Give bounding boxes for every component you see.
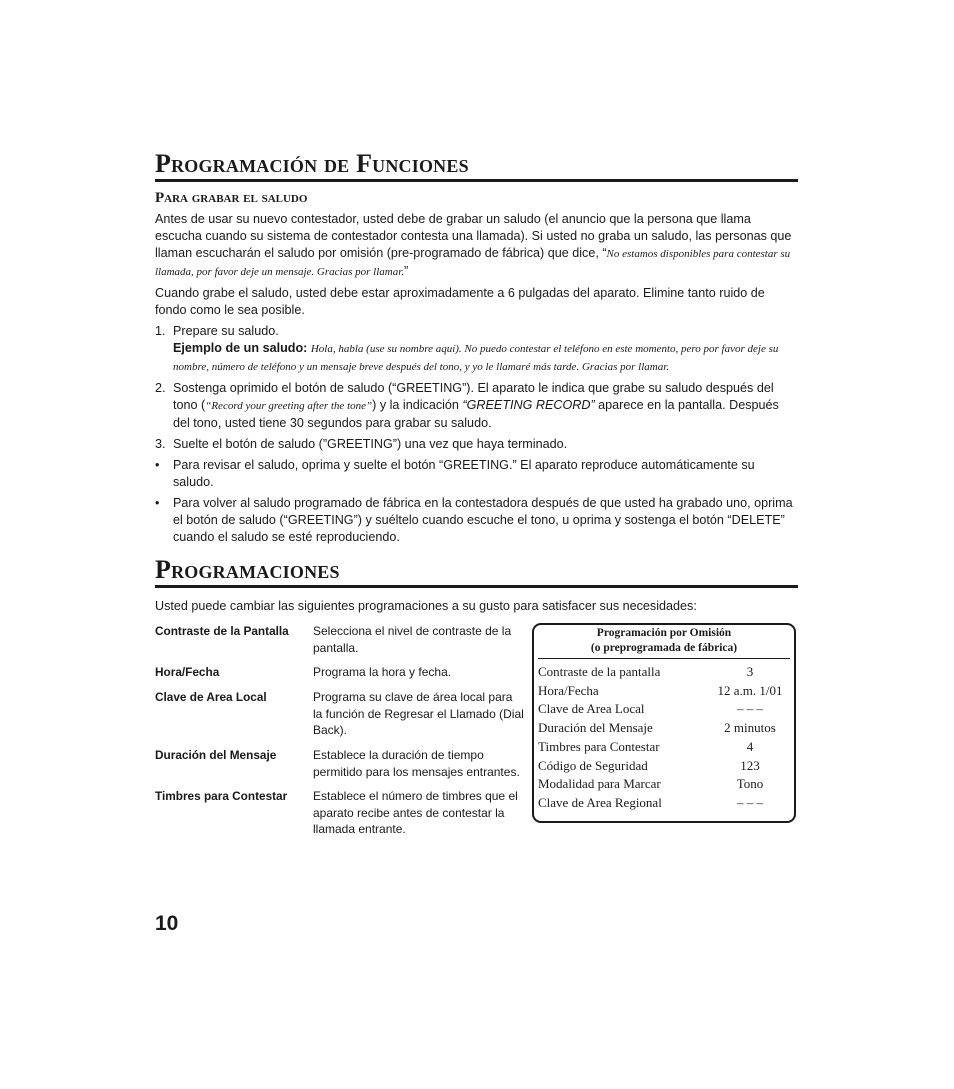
settings-area: Contraste de la Pantalla Selecciona el nivel de contraste de la pantalla. Hora/Fecha Programa la hora y fecha. Clave de Area Local Programa su clave de área local para la función de Regresar el Llamado (Dial Back). Duración del Mensaje Establece la duración de tiempo permitido para los mensajes entrantes. Timbres para Contestar Establece el número de timbres que el aparato recibe antes de contestar la llamada entrante. Programación por Omisión (o preprogramada de fábrica) Contraste de la pantalla 3 Hora/Fecha 12 a.m. 1/01 Clave de Area Local – – – Duración del Mensaje 2 minutos Timbres para Contestar 4 Código de Seguridad 123 Modalidad para Marcar Tono Clave de Area Regional – – – [155,623,798,843]
example-label: Ejemplo de un saludo: [173,341,308,355]
default-settings-box: Programación por Omisión (o preprogramada de fábrica) Contraste de la pantalla 3 Hora/Fecha 12 a.m. 1/01 Clave de Area Local – – – Duración del Mensaje 2 minutos Timbres para Contestar 4 Código de Seguridad 123 Modalidad para Marcar Tono Clave de Area Regional – – – [532,623,796,823]
step-2: 2. Sostenga oprimido el botón de saludo (“GREETING”). El aparato le indica que grabe su saludo después del tono (“Record your greeting after the tone”) y la indicación “GREETING RECORD” aparece en la pantalla. Después del tono, usted tiene 30 segundos para grabar su saludo. [155,381,779,430]
distance-paragraph: Cuando grabe el saludo, usted debe estar aproximadamente a 6 pulgadas del aparato. Elimine tanto ruido de fondo como le sea posible. [155,286,765,317]
default-greeting-quote: No estamos disponibles para contestar su llamada, por favor deje un mensaje. Gracias por llamar. [155,248,791,278]
bullet-review-greeting: • Para revisar el saludo, oprima y suelte el botón “GREETING.” El aparato reproduce automáticamente su saludo. [155,458,755,489]
page-content [155,150,798,843]
default-settings-header: Programación por Omisión (o preprogramada de fábrica) [538,625,790,659]
bullet-restore-greeting: • Para volver al saludo programado de fábrica en la contestadora después de que usted ha grabado uno, oprima el botón de saludo (“GREETING”) y suéltelo cuando escuche el tono, u oprima y sostenga el botón “DELETE” cuando el saludo se esté reproduciendo. [155,496,793,544]
example-greeting: Hola, habla (use su nombre aquí). No puedo contestar el teléfono en este momento, pero por favor deje su nombre, número de teléfono y un mensaje breve después del tono, y yo le llamaré más tarde. Gracias por llamar. [173,343,779,373]
settings-intro: Usted puede cambiar las siguientes programaciones a su gusto para satisfacer sus necesidades: [155,599,697,613]
voice-prompt-quote: “Record your greeting after the tone” [205,400,373,412]
page-number: 10 [155,912,179,935]
intro-paragraph: Antes de usar su nuevo contestador, usted debe de grabar un saludo (el anuncio que la persona que llama escucha cuando su sistema de contestador contesta una llamada). Si usted no graba un saludo, las personas que llaman escucharán el saludo por omisión (pre-programado de fábrica) que dice, “No estamos disponibles para contestar su llamada, por favor deje un mensaje. Gracias por llamar.” [155,212,792,278]
display-message: “GREETING RECORD” [462,398,595,412]
section-title-functions: Programación de Funciones [155,150,798,182]
step-3: 3. Suelte el botón de saludo (”GREETING”) una vez que haya terminado. [155,437,568,451]
step-1: 1. Prepare su saludo. Ejemplo de un saludo: Hola, habla (use su nombre aquí). No puedo contestar el teléfono en este momento, pero por favor deje su nombre, número de teléfono y un mensaje breve después del tono, y yo le llamaré más tarde. Gracias por llamar. [155,324,779,373]
subsection-title-greeting: Para grabar el saludo [155,190,308,206]
section-title-settings: Programaciones [155,556,798,588]
